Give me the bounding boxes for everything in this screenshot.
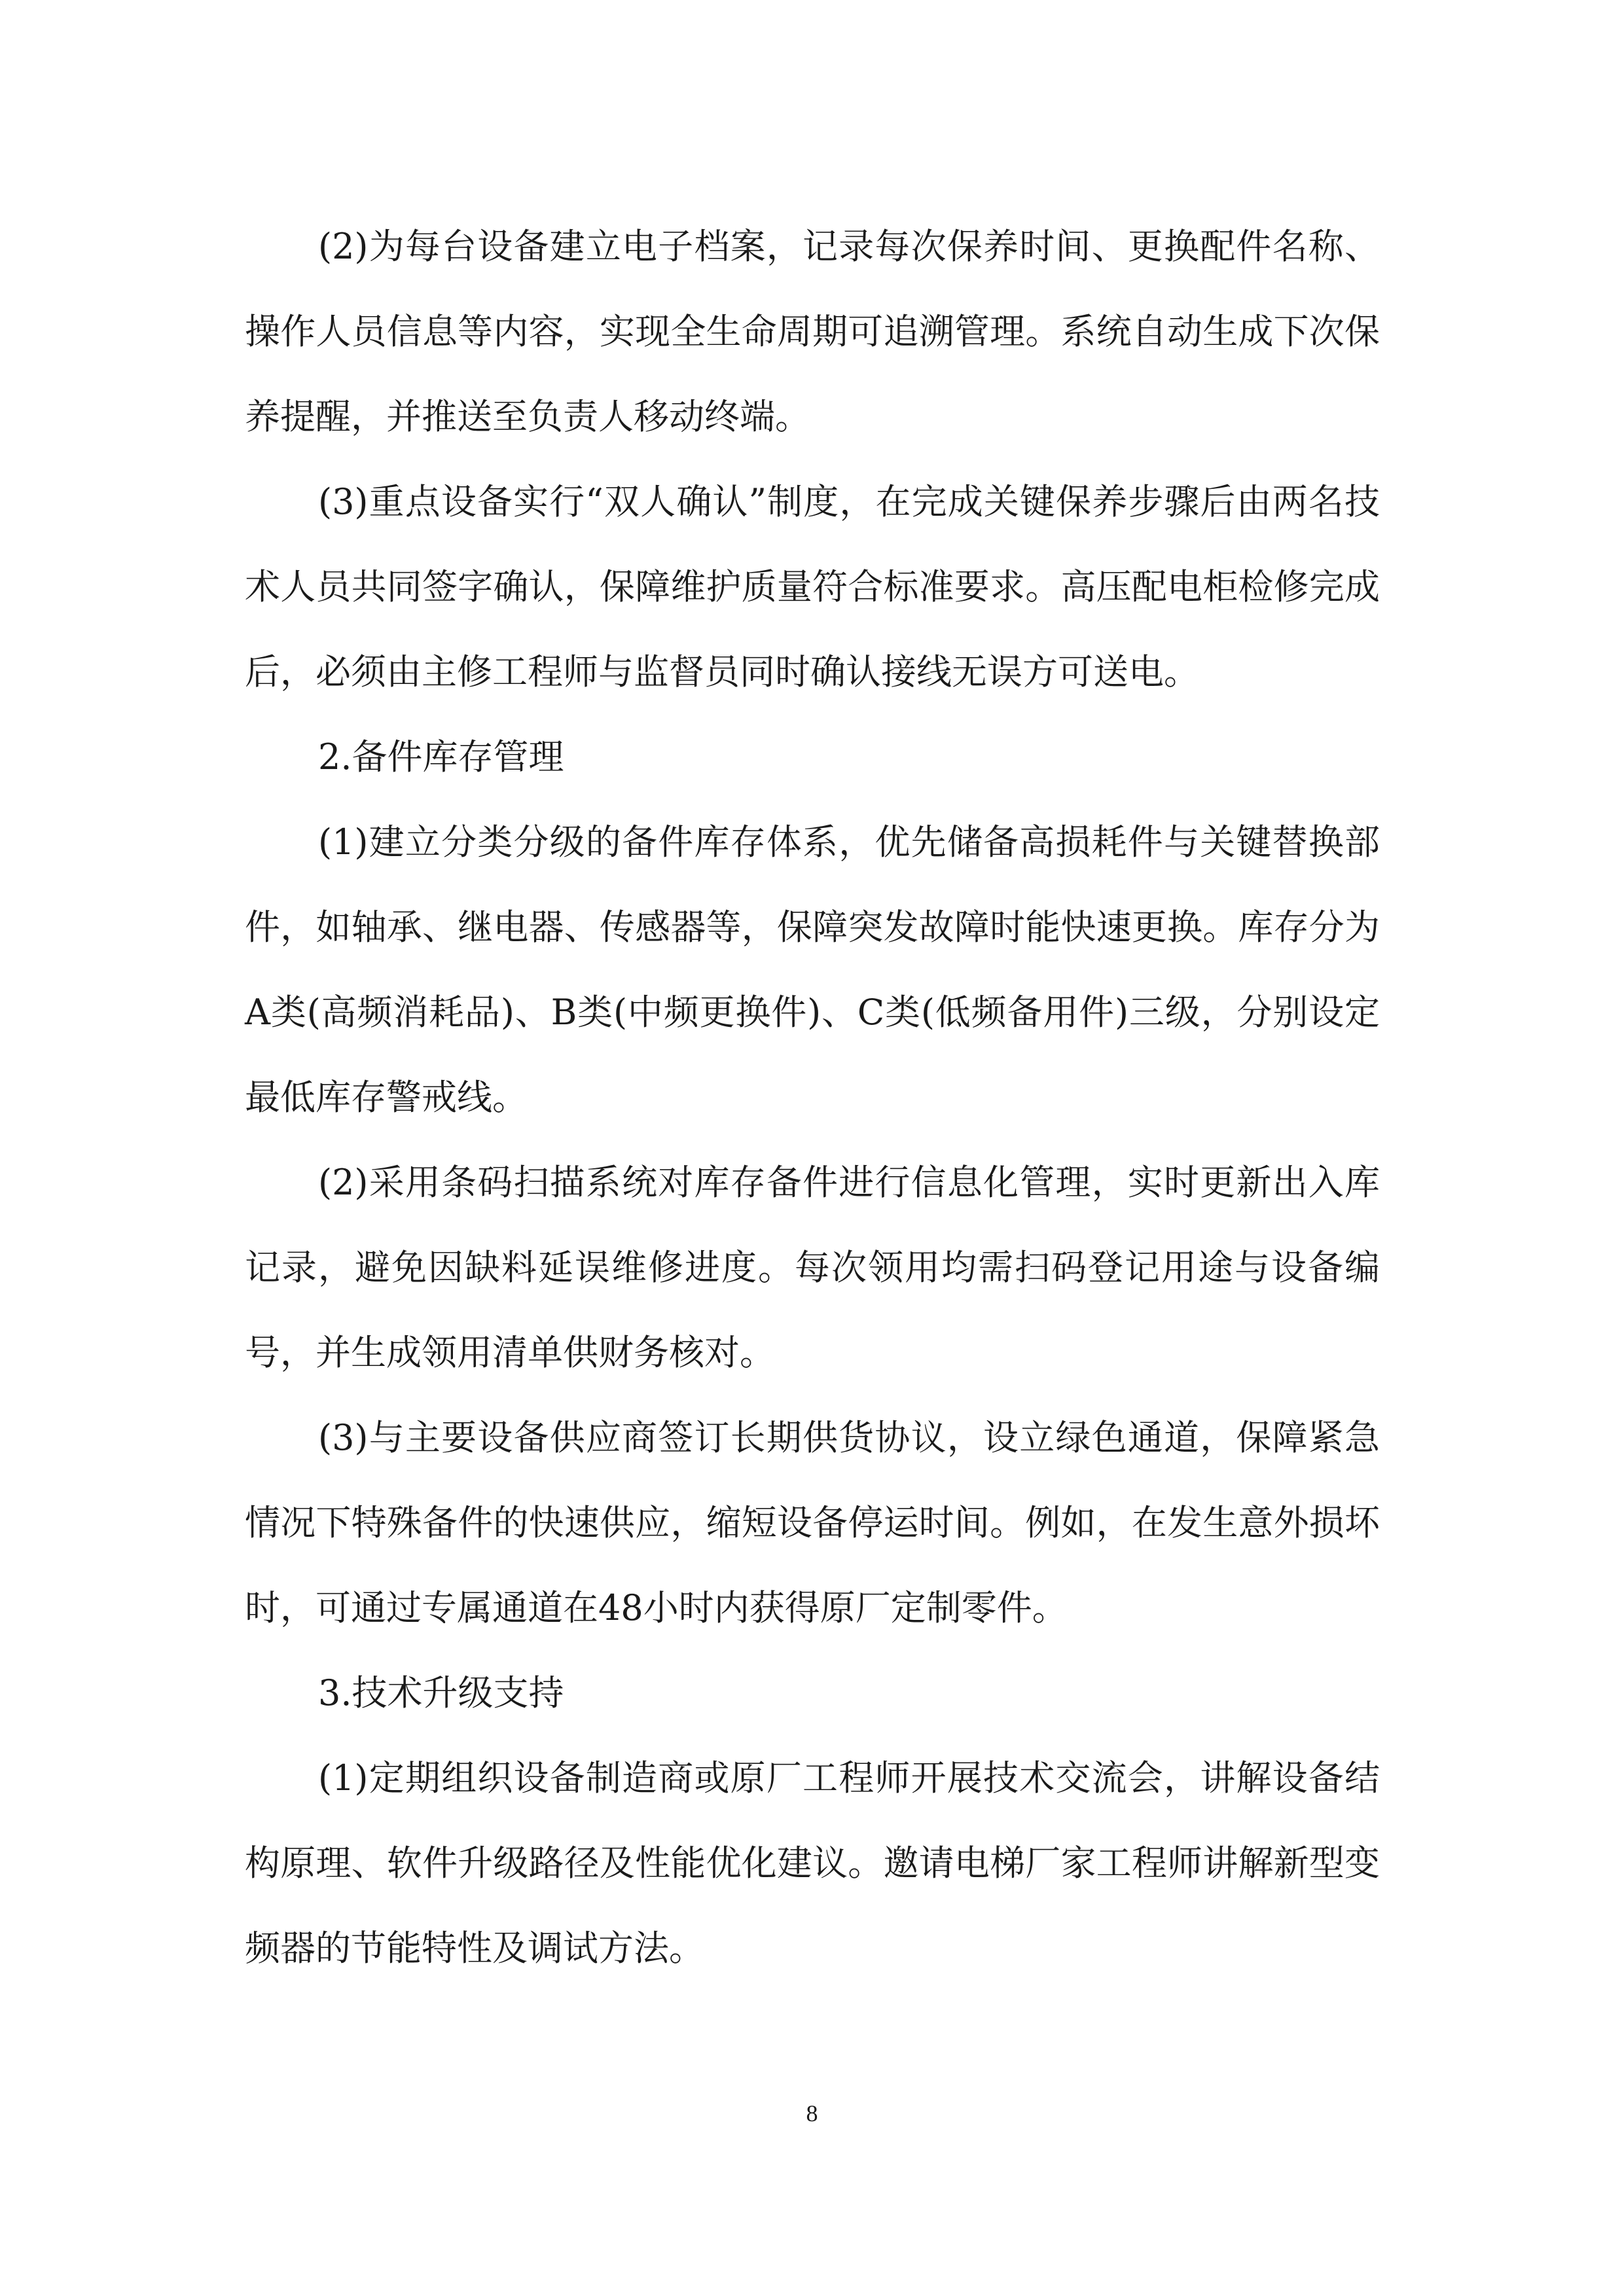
body-text [245,204,1380,1991]
paragraph-tech-exchange: (1)定期组织设备制造商或原厂工程师开展技术交流会，讲解设备结构原理、软件升级路径及性能优化建议。邀请电梯厂家工程师讲解新型变频器的节能特性及调试方法。 [245,1757,1380,1969]
paragraph-supplier-agreement: (3)与主要设备供应商签订长期供货协议，设立绿色通道，保障紧急情况下特殊备件的快速供应，缩短设备停运时间。例如，在发生意外损坏时，可通过专属通道在48小时内获得原厂定制零件。 [245,1417,1380,1628]
paragraph-equipment-records: (2)为每台设备建立电子档案，记录每次保养时间、更换配件名称、操作人员信息等内容，实现全生命周期可追溯管理。系统自动生成下次保养提醒，并推送至负责人移动终端。 [245,226,1380,437]
paragraph-dual-confirmation: (3)重点设备实行“双人确认”制度，在完成关键保养步骤后由两名技术人员共同签字确认，保障维护质量符合标准要求。高压配电柜检修完成后，必须由主修工程师与监督员同时确认接线无误方可送电。 [245,481,1380,692]
paragraph-inventory-system: (1)建立分类分级的备件库存体系，优先储备高损耗件与关键替换部件，如轴承、继电器、传感器等，保障突发故障时能快速更换。库存分为A类(高频消耗品)、B类(中频更换件)、C类(低频备用件)三级，分别设定最低库存警戒线。 [245,821,1380,1118]
section-heading-spare-parts: 2.备件库存管理 [318,736,564,778]
page-number: 8 [806,2100,818,2126]
section-heading-tech-upgrade: 3.技术升级支持 [318,1672,564,1713]
paragraph-barcode-management: (2)采用条码扫描系统对库存备件进行信息化管理，实时更新出入库记录，避免因缺料延误维修进度。每次领用均需扫码登记用途与设备编号，并生成领用清单供财务核对。 [245,1162,1380,1373]
